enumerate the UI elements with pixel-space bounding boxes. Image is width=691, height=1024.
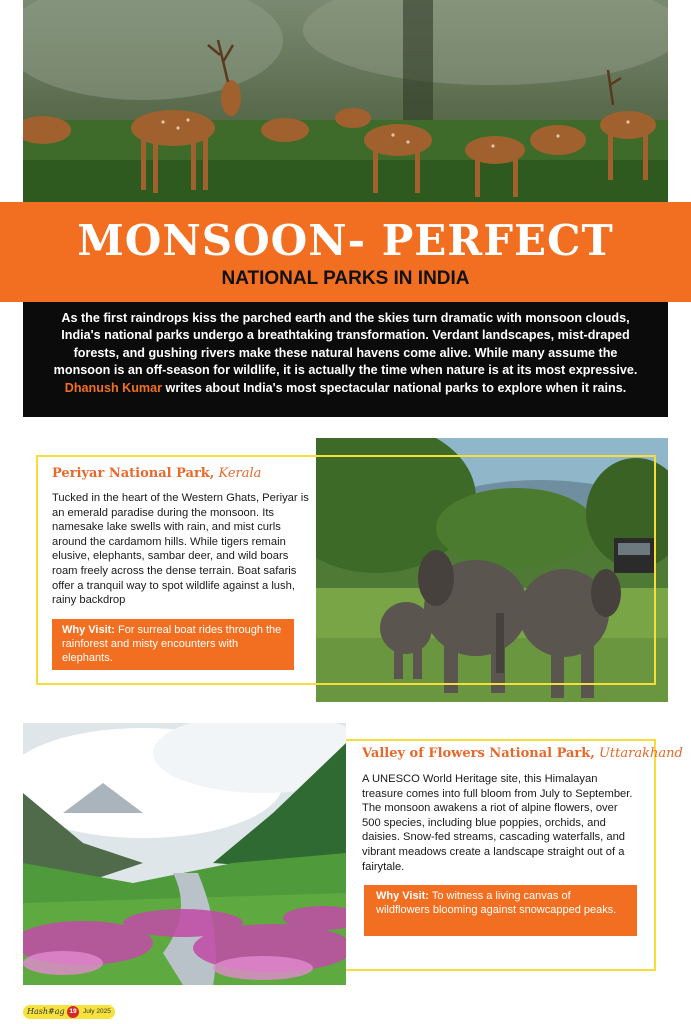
issue-date: July 2025 [83, 1008, 111, 1015]
hero-photo [23, 0, 668, 205]
page-number-badge: 19 [67, 1006, 79, 1018]
author-name: Dhanush Kumar [64, 380, 163, 395]
periyar-why-visit [52, 619, 294, 670]
why-visit-label: Why Visit: [376, 890, 429, 902]
why-visit-text: For surreal boat rides through the rainforest and misty encounters with elephants. [62, 624, 282, 664]
valley-title [362, 746, 683, 761]
periyar-description: Tucked in the heart of the Western Ghats, Periyar is an emerald paradise during the monsoon. Its namesake lake swells with rain, and mist curls around the cardamom hills. While tigers remain elusive, elephants, sambar deer, and wild boars roam freely across the dense terrain. Boat safaris offer a tranquil way to spot wildlife against a lush, rainy backdrop [52, 492, 309, 607]
valley-name: Valley of Flowers National Park, [362, 746, 595, 761]
periyar-state: Kerala [214, 466, 262, 481]
magazine-logo: Hash#ag [27, 1007, 65, 1016]
title-band [0, 202, 691, 302]
periyar-title [52, 466, 261, 481]
periyar-name: Periyar National Park, [52, 466, 215, 481]
intro-text-end: writes about India's most spectacular national parks to explore when it rains. [162, 380, 627, 395]
intro-box [23, 302, 668, 417]
intro-text-start: As the first raindrops kiss the parched earth and the skies turn dramatic with monsoon clouds, India's national parks undergo a breathtaking transformation. Verdant landscapes, mist-draped forests, and gushing rivers make these natural havens come alive. While many assume the monsoon is an off-season for wildlife, it is actually the time when nature is at its most expressive. [53, 311, 638, 378]
valley-photo [23, 723, 346, 985]
valley-description: A UNESCO World Heritage site, this Himalayan treasure comes into full bloom from July to September. The monsoon awakens a riot of alpine flowers, over 500 species, including blue poppies, orchids, and daisies. Snow-fed streams, cascading waterfalls, and vibrant meadows create a landscape straight out of a fairytale. [362, 773, 633, 873]
why-visit-text: To witness a living canvas of wildflowers blooming against snowcapped peaks. [376, 890, 617, 916]
valley-state: Uttarakhand [594, 746, 683, 761]
page-subtitle: NATIONAL PARKS IN INDIA [221, 268, 470, 289]
why-visit-label: Why Visit: [62, 624, 115, 636]
page-title: MONSOON- PERFECT [77, 216, 614, 265]
page-footer [23, 1005, 115, 1019]
valley-why-visit [364, 885, 637, 936]
